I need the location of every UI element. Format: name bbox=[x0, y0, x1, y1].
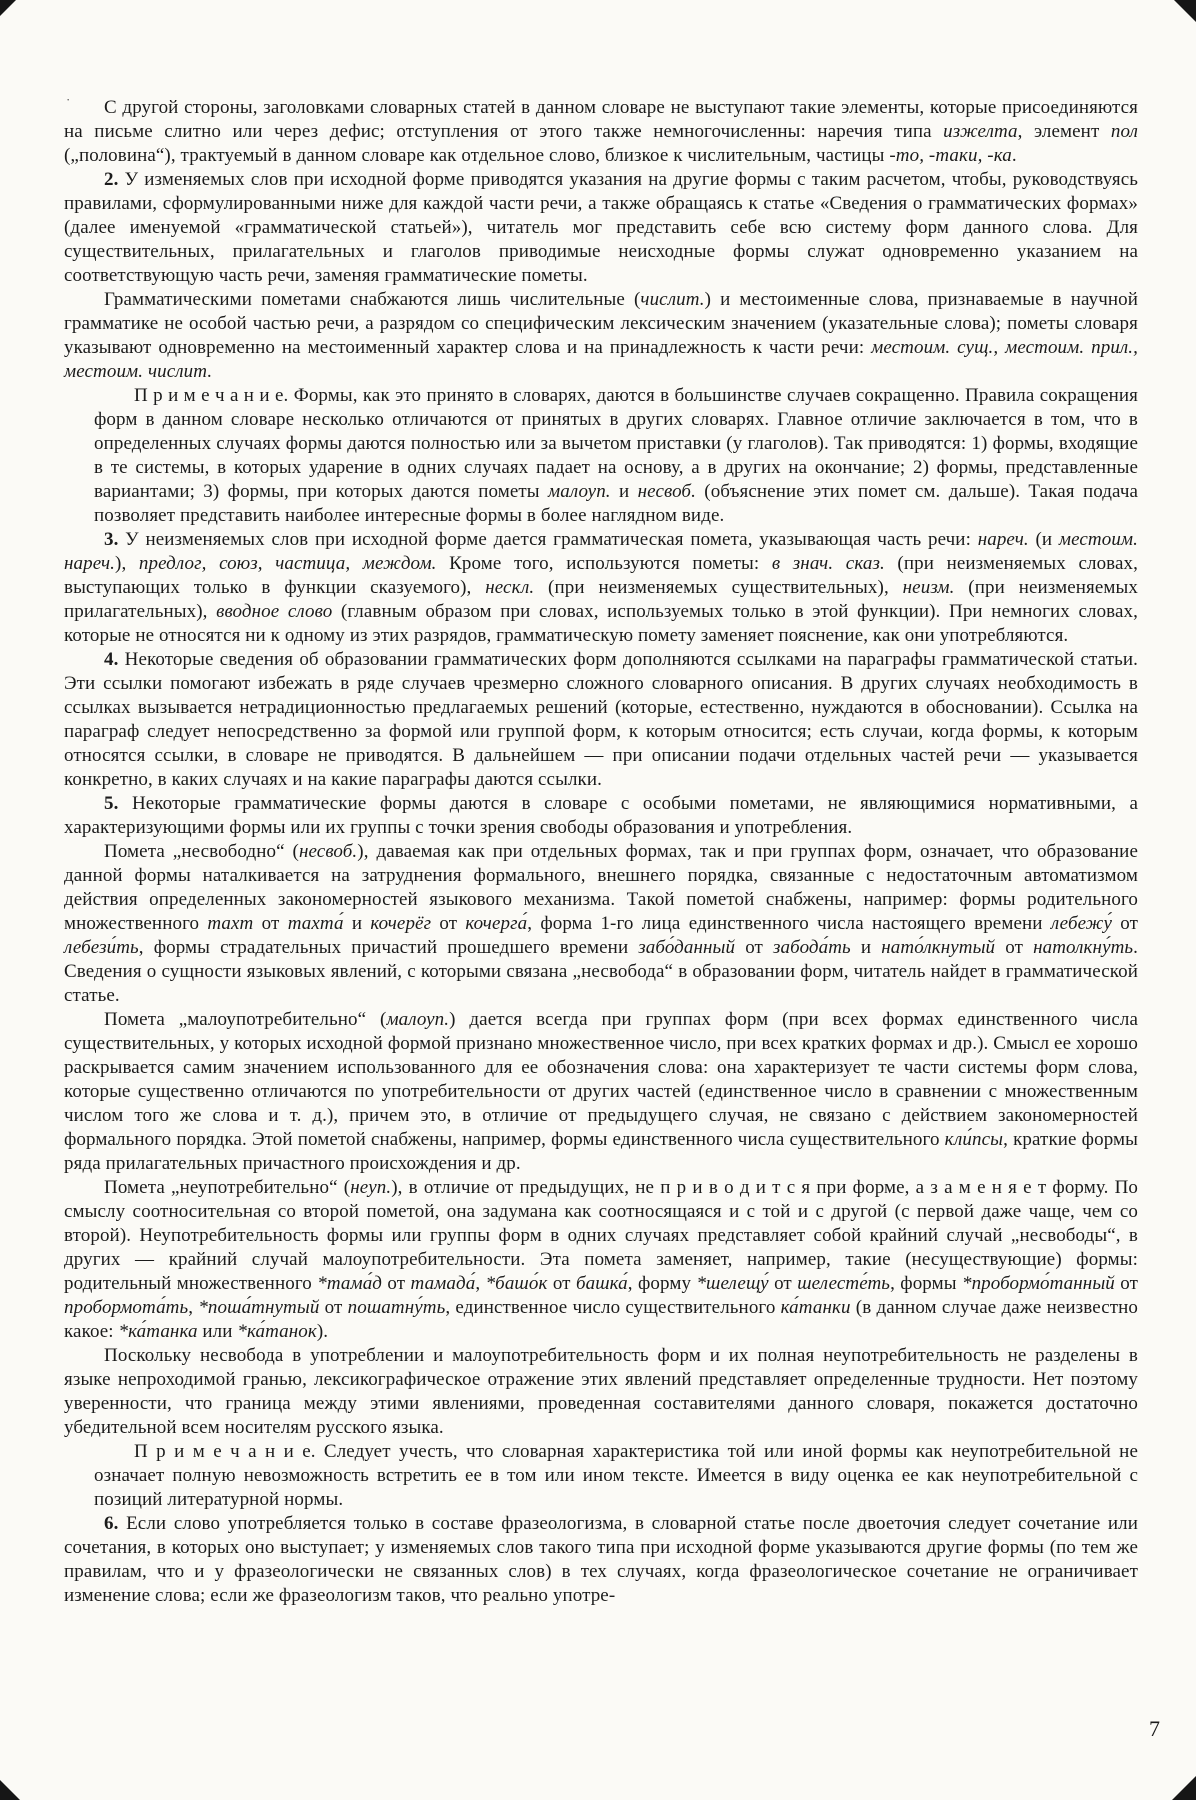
bold-run: 4. bbox=[104, 649, 119, 670]
text-run: и bbox=[610, 481, 638, 502]
text-run: от bbox=[253, 913, 288, 934]
italic-run: нескл. bbox=[485, 577, 535, 598]
paragraph-section-5 bbox=[64, 792, 1138, 840]
text-run: , формы страдательных причастий прошедшего времени bbox=[138, 937, 639, 958]
italic-run: несвоб. bbox=[637, 481, 696, 502]
paragraph-intro-continuation bbox=[64, 96, 1138, 168]
italic-run: в знач. сказ. bbox=[771, 553, 885, 574]
paragraph-section-3 bbox=[64, 528, 1138, 648]
text-run: (и bbox=[1028, 529, 1059, 550]
text-run: , bbox=[475, 1273, 486, 1294]
italic-run: несвоб. bbox=[298, 841, 358, 862]
italic-run: лебежу́ bbox=[1050, 913, 1112, 934]
text-run: У изменяемых слов при исходной форме приводятся указания на другие формы с таким расчетом, чтобы, руководствуясь правилами, сформулированными ниже для каждой части речи, а также обращаясь к статье «Сведения о грамматических формах» (далее именуемой «грамматической статьей»), читатель мог представить себе всю систему форм данного слова. Для существительных, прилагательных и глаголов приводимые неисходные формы служат одновременно указанием на соответствующую часть речи, заменяя грамматические пометы. bbox=[64, 169, 1138, 286]
text-run: ), даваемая как при отдельных формах, так и при группах форм, означает, что образование данной формы наталкивается на затруднения формального, внешнего порядка, связанные с недостаточным автоматизмом действия определенных закономерностей языкового механизма. Такой пометой снабжены, например: формы родительного множественного bbox=[64, 841, 1138, 934]
text-run: У неизменяемых слов при исходной форме дается грамматическая помета, указывающая часть речи: bbox=[118, 529, 978, 550]
italic-run: кочерёг bbox=[370, 913, 432, 934]
text-run: Помета „неупотребительно“ ( bbox=[104, 1177, 351, 1198]
scan-corner-mark-top-left bbox=[0, 0, 16, 16]
text-run: (главным образом при словах, используемых только в этой функции). При немногих словах, которые не относятся ни к одному из этих разрядов, грамматическую помету заменяет пояснение, как они употребляются. bbox=[64, 601, 1138, 646]
italic-run: *тама́д bbox=[317, 1273, 383, 1294]
text-run: от bbox=[995, 937, 1034, 958]
italic-run: шелесте́ть bbox=[797, 1273, 891, 1294]
text-run: , единственное число существительного bbox=[445, 1297, 781, 1318]
paragraph-label-maloupotrebitelno bbox=[64, 1008, 1138, 1176]
page-number: 7 bbox=[1149, 1716, 1160, 1741]
page-text-block bbox=[64, 96, 1138, 1608]
bold-run: 5. bbox=[104, 793, 119, 814]
bold-run: 2. bbox=[104, 169, 119, 190]
italic-run: пробормота́ть bbox=[64, 1297, 189, 1318]
italic-run: забо́данный bbox=[638, 937, 736, 958]
text-run: или bbox=[197, 1321, 238, 1342]
italic-run: забода́ть bbox=[773, 937, 851, 958]
text-run: ). bbox=[316, 1321, 329, 1342]
italic-run: местоим. сущ., местоим. прил., местоим. числит. bbox=[64, 337, 1139, 382]
bold-run: 3. bbox=[104, 529, 119, 550]
paragraph-section-2 bbox=[64, 168, 1138, 288]
italic-run: ка́танки bbox=[780, 1297, 851, 1318]
text-run: , формы bbox=[890, 1273, 962, 1294]
paragraph-grammatical-labels bbox=[64, 288, 1138, 384]
italic-run: малоуп. bbox=[548, 481, 611, 502]
text-run: и bbox=[850, 937, 882, 958]
text-run: Некоторые сведения об образовании грамматических форм дополняются ссылками на параграфы грамматической статьи. Эти ссылки помогают избежать в ряде случаев чрезмерно сложного словарного описания. В других случаях необходимость в ссылках вызывается нетрадиционностью предлагаемых решений (которые, естественно, нуждаются в обосновании). Ссылка на параграф следует непосредственно за формой или группой форм, к которым относится; есть случаи, когда формы, к которым относятся ссылки, в словаре не приводятся. В дальнейшем — при описании подачи отдельных частей речи — указывается конкретно, в каких случаях и на какие параграфы даются ссылки. bbox=[64, 649, 1138, 790]
italic-run: числит. bbox=[640, 289, 705, 310]
italic-run: нареч. bbox=[977, 529, 1029, 550]
italic-run: *ка́танок bbox=[237, 1321, 317, 1342]
bold-run: 6. bbox=[104, 1513, 119, 1534]
italic-run: тахт bbox=[207, 913, 254, 934]
text-run: (в данном случае даже неизвестно какое: bbox=[64, 1297, 1139, 1342]
text-run: Помета „малоупотребительно“ ( bbox=[104, 1009, 387, 1030]
text-run: от bbox=[1114, 1273, 1139, 1294]
italic-run: тамада́ bbox=[410, 1273, 476, 1294]
italic-run: лебези́ть bbox=[64, 937, 139, 958]
text-run: Помета „несвободно“ ( bbox=[104, 841, 299, 862]
italic-run: башка́ bbox=[575, 1273, 628, 1294]
text-run: . bbox=[1011, 145, 1017, 166]
italic-run: натолкну́ть bbox=[1033, 937, 1134, 958]
text-run: Некоторые грамматические формы даются в словаре с особыми пометами, не являющимися нормативными, а характеризующими формы или их группы с точки зрения свободы образования и употребления. bbox=[64, 793, 1138, 838]
italic-run: *шелещу́ bbox=[696, 1273, 769, 1294]
italic-run: местоим. нареч. bbox=[64, 529, 1138, 574]
paragraph-label-neupotrebitelno bbox=[64, 1176, 1138, 1344]
text-run: ) и местоименные слова, признаваемые в научной грамматике не особой частью речи, а разрядом со специфическим лексическим значением (указательные слова); пометы словаря указывают одновременно на местоименный характер слова и на принадлежность к части речи: bbox=[64, 289, 1138, 358]
text-run: П р и м е ч а н и е. Следует учесть, что словарная характеристика той или иной формы как неупотребительной не означает полную невозможность встретить ее в том или ином тексте. Имеется в виду оценка ее как неупотребительной с позиций литературной нормы. bbox=[94, 1441, 1138, 1510]
italic-run: тахта́ bbox=[287, 913, 344, 934]
text-run: от bbox=[1111, 913, 1139, 934]
italic-run: предлог, союз, частица, междом. bbox=[138, 553, 437, 574]
text-run: и bbox=[343, 913, 371, 934]
text-run: от bbox=[735, 937, 774, 958]
text-run: (при неизменяемых существительных), bbox=[534, 577, 903, 598]
italic-run: *башо́к bbox=[485, 1273, 548, 1294]
paragraph-section-4 bbox=[64, 648, 1138, 792]
text-run: Грамматическими пометами снабжаются лишь числительные ( bbox=[104, 289, 641, 310]
italic-run: -то, -таки, -ка bbox=[889, 145, 1012, 166]
text-run: (при неизменяемых словах, выступающих только в функции сказуемого), bbox=[64, 553, 1138, 598]
italic-run: неизм. bbox=[902, 577, 955, 598]
text-run: от bbox=[547, 1273, 576, 1294]
scan-corner-mark-bottom-right bbox=[1172, 1776, 1196, 1800]
text-run: (объяснение этих помет см. дальше). Такая подача позволяет представить наиболее интересные формы в более наглядном виде. bbox=[94, 481, 1139, 526]
italic-run: изжелта bbox=[943, 121, 1018, 142]
paragraph-label-nesvobodno bbox=[64, 840, 1138, 1008]
text-run: ), bbox=[115, 553, 139, 574]
text-run: ) дается всегда при группах форм (при всех формах единственного числа существительных, у которых исходной формой признано множественное число, при всех кратких формах и др.). Смысл ее хорошо раскрывается самим значением использованного для ее обозначения слова: она характеризует те части системы форм слова, которые существенно отличаются по употребительности от других частей (единственное число в сравнении с множественным числом того же слова и т. д.), причем это, в отличие от предыдущего случая, не связано с действием закономерностей формального порядка. Этой пометой снабжены, например, формы единственного числа существительного bbox=[64, 1009, 1138, 1150]
text-run: от bbox=[319, 1297, 348, 1318]
italic-run: *поша́тнутый bbox=[198, 1297, 320, 1318]
text-run: , bbox=[188, 1297, 199, 1318]
paragraph-lexicographic-difficulty bbox=[64, 1344, 1138, 1440]
italic-run: кли́псы bbox=[944, 1129, 1004, 1150]
text-run: , форма 1-го лица единственного числа настоящего времени bbox=[527, 913, 1051, 934]
text-run: , форму bbox=[627, 1273, 697, 1294]
paragraph-section-6 bbox=[64, 1512, 1138, 1608]
text-run: от bbox=[382, 1273, 411, 1294]
italic-run: малоуп. bbox=[386, 1009, 450, 1030]
text-run: , элемент bbox=[1017, 121, 1111, 142]
italic-run: нато́лкнутый bbox=[881, 937, 996, 958]
text-run: от bbox=[431, 913, 466, 934]
italic-run: пошатну́ть bbox=[347, 1297, 446, 1318]
margin-speck: · bbox=[66, 92, 71, 107]
text-run: С другой стороны, заголовками словарных статей в данном словаре не выступают такие элементы, которые присоединяются на письме слитно или через дефис; отступления от этого также немногочисленны: наречия типа bbox=[64, 97, 1138, 142]
italic-run: *пробормо́танный bbox=[961, 1273, 1115, 1294]
italic-run: *ка́танка bbox=[118, 1321, 198, 1342]
note-1 bbox=[94, 384, 1138, 528]
text-run: , краткие формы ряда прилагательных причастного происхождения и др. bbox=[64, 1129, 1138, 1174]
italic-run: вводное слово bbox=[216, 601, 333, 622]
text-run: (при неизменяемых прилагательных), bbox=[64, 577, 1138, 622]
text-run: П р и м е ч а н и е. Формы, как это принято в словарях, даются в большинстве случаев сокращенно. Правила сокращения форм в данном словаре несколько отличаются от принятых в других словарях. Главное отличие заключается в том, что в определенных случаях формы даются полностью или за вычетом приставки (у глаголов). Так приводятся: 1) формы, входящие в те системы, в которых ударение в одних случаях падает на основу, а в других на окончание; 2) формы, представленные вариантами; 3) формы, при которых даются пометы bbox=[94, 385, 1138, 502]
text-run: от bbox=[768, 1273, 798, 1294]
text-run: Кроме того, используются пометы: bbox=[436, 553, 772, 574]
scan-corner-mark-bottom-left bbox=[0, 1780, 20, 1800]
text-run: . Сведения о сущности языковых явлений, с которыми связана „несвобода“ в образовании форм, читатель найдет в грамматической статье. bbox=[64, 937, 1139, 1006]
italic-run: пол bbox=[1110, 121, 1138, 142]
note-2 bbox=[94, 1440, 1138, 1512]
italic-run: неуп. bbox=[350, 1177, 392, 1198]
italic-run: кочерга́ bbox=[465, 913, 528, 934]
text-run: Поскольку несвобода в употреблении и малоупотребительность форм и их полная неупотребительность не разделены в языке непроходимой гранью, лексикографическое отражение этих явлений представляет определенные трудности. Нет поэтому уверенности, что граница между этими явлениями, проведенная составителями данного словаря, покажется достаточно убедительной всем носителям русского языка. bbox=[64, 1345, 1138, 1438]
text-run: („половина“), трактуемый в данном словаре как отдельное слово, близкое к числительным, частицы bbox=[64, 145, 890, 166]
text-run: ), в отличие от предыдущих, не п р и в о д и т с я при форме, а з а м е н я е т форму. По смыслу соотносительная со второй пометой, она задумана как соотносящаяся и с той и с другой (с первой даже чаще, чем со второй). Неупотребительность формы или группы форм в одних случаях представляет собой крайний случай „несвободы“, в других — крайний случай малоупотребительности. Эта помета заменяет, например, такие (несуществующие) формы: родительный множественного bbox=[64, 1177, 1138, 1294]
text-run: Если слово употребляется только в составе фразеологизма, в словарной статье после двоеточия следует сочетание или сочетания, в которых оно выступает; у изменяемых слов такого типа при исходной форме указываются другие формы (по тем же правилам, что и у фразеологически не связанных слов) в тех случаях, когда фразеологическое сочетание не ограничивает изменение слова; если же фразеологизм таков, что реально употре- bbox=[64, 1513, 1138, 1606]
scan-corner-mark-top-right bbox=[1174, 0, 1196, 22]
